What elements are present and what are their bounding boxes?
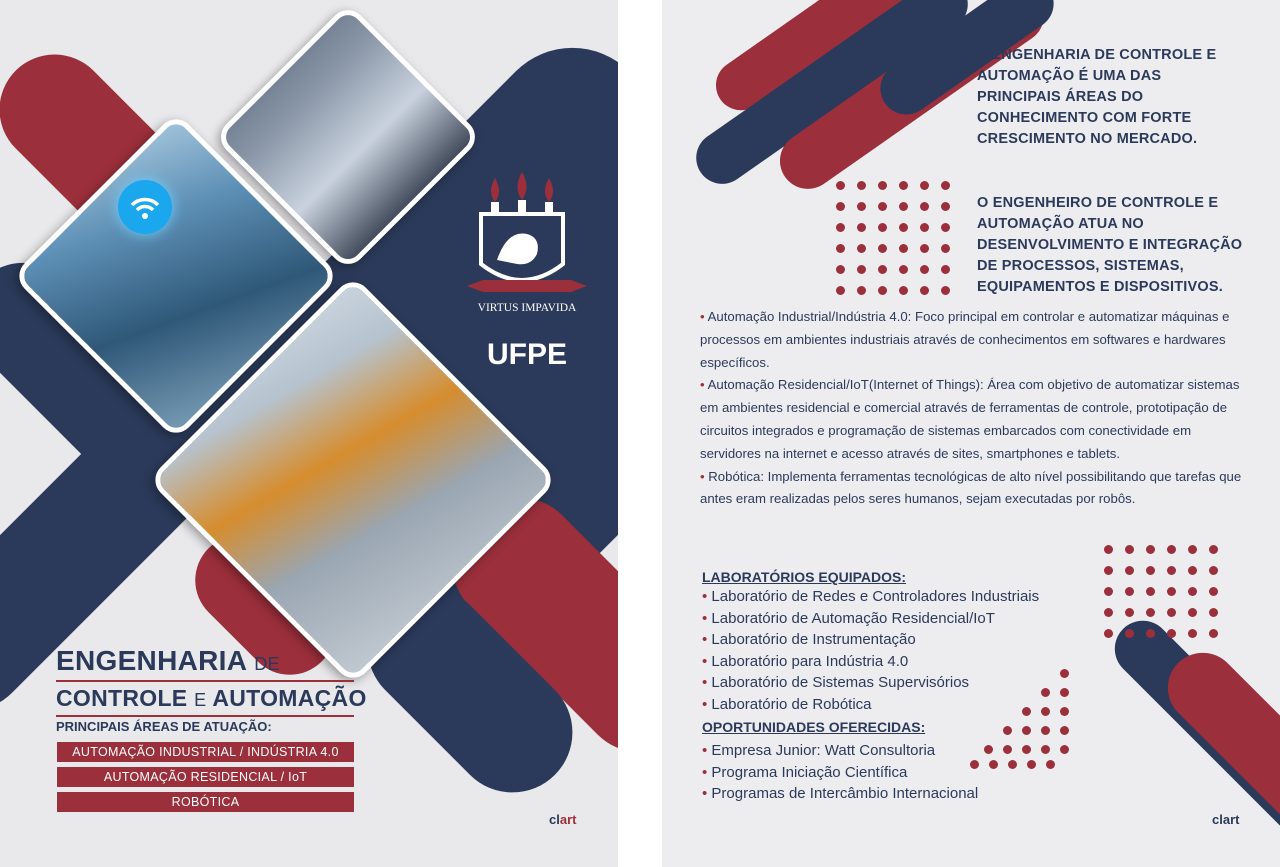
dot	[836, 244, 845, 253]
dot	[1022, 745, 1031, 754]
dot	[1104, 545, 1113, 554]
dot	[899, 286, 908, 295]
dot	[1209, 629, 1218, 638]
logo-motto: VIRTUS IMPAVIDA	[477, 302, 577, 314]
area-detail-item: • Automação Industrial/Indústria 4.0: Foco principal em controlar e automatizar máquinas e processos em ambientes industriais através de conhecimentos em softwares e hardwares específicos.	[700, 309, 1230, 370]
lab-item: • Laboratório de Redes e Controladores Industriais	[702, 586, 1039, 608]
dot	[1125, 566, 1134, 575]
dot	[857, 265, 866, 274]
lab-item: • Laboratório de Instrumentação	[702, 629, 1039, 651]
dot	[1167, 566, 1176, 575]
dot	[899, 244, 908, 253]
dot	[836, 181, 845, 190]
dot	[899, 181, 908, 190]
brand-part-b: art	[1222, 812, 1240, 827]
intro-paragraph: O ENGENHEIRO DE CONTROLE E AUTOMAÇÃO ATUA NO DESENVOLVIMENTO E INTEGRAÇÃO DE PROCESSOS, SISTEMAS, EQUIPAMENTOS E DISPOSITIVOS.	[977, 195, 1243, 295]
labs-list	[702, 586, 1039, 716]
ufpe-crest-icon	[467, 168, 587, 313]
dot	[920, 223, 929, 232]
title-word-controle: CONTROLE	[56, 685, 188, 711]
dot	[1060, 726, 1069, 735]
dot	[1060, 688, 1069, 697]
dot	[878, 223, 887, 232]
dot	[899, 223, 908, 232]
dot	[989, 760, 998, 769]
opportunity-item: • Programas de Intercâmbio Internacional	[702, 783, 978, 805]
dot	[941, 223, 950, 232]
opportunities-list	[702, 740, 978, 805]
dot	[920, 265, 929, 274]
dot	[1060, 669, 1069, 678]
area-tag: ROBÓTICA	[57, 792, 354, 812]
dot	[857, 223, 866, 232]
brand-logo	[549, 812, 576, 827]
dot	[857, 244, 866, 253]
dot	[1104, 587, 1113, 596]
dot	[970, 760, 979, 769]
dot	[1125, 545, 1134, 554]
dot	[1188, 545, 1197, 554]
dot	[1146, 545, 1155, 554]
title-divider	[56, 715, 354, 717]
dot	[941, 181, 950, 190]
dot	[1167, 587, 1176, 596]
dot	[1046, 760, 1055, 769]
dot	[1167, 545, 1176, 554]
labs-heading: LABORATÓRIOS EQUIPADOS:	[702, 569, 907, 585]
dot	[1060, 707, 1069, 716]
dot-pattern	[1104, 545, 1218, 638]
dot	[1209, 566, 1218, 575]
lab-item: • Laboratório para Indústria 4.0	[702, 651, 1039, 673]
dot	[1060, 745, 1069, 754]
dot	[1209, 545, 1218, 554]
opportunities-heading: OPORTUNIDADES OFERECIDAS:	[702, 719, 926, 735]
dot	[1022, 707, 1031, 716]
area-tag: AUTOMAÇÃO RESIDENCIAL / IoT	[57, 767, 354, 787]
dot	[878, 286, 887, 295]
dot	[941, 265, 950, 274]
dot-pattern	[836, 181, 950, 295]
opportunity-item: • Empresa Junior: Watt Consultoria	[702, 740, 978, 762]
dot	[878, 265, 887, 274]
dot	[1188, 608, 1197, 617]
brand-part-a: cl	[549, 812, 560, 827]
dot	[941, 244, 950, 253]
dot	[984, 745, 993, 754]
dot	[941, 286, 950, 295]
title-line-2	[56, 685, 367, 712]
dot	[1041, 745, 1050, 754]
dot	[1146, 629, 1155, 638]
dot	[920, 244, 929, 253]
dot	[1104, 566, 1113, 575]
dot	[1188, 587, 1197, 596]
dot	[836, 286, 845, 295]
dot	[857, 286, 866, 295]
areas-detail	[700, 306, 1248, 511]
dot	[1003, 745, 1012, 754]
area-tag: AUTOMAÇÃO INDUSTRIAL / INDÚSTRIA 4.0	[57, 742, 354, 762]
logo-name: UFPE	[486, 338, 567, 371]
dot	[1041, 688, 1050, 697]
dot	[899, 202, 908, 211]
dot	[1167, 629, 1176, 638]
dot	[1188, 629, 1197, 638]
wifi-icon	[118, 180, 172, 234]
dot	[1125, 587, 1134, 596]
title-word-engenharia: ENGENHARIA	[56, 645, 247, 676]
dot	[857, 181, 866, 190]
area-detail-text: Automação Industrial/Indústria 4.0: Foco principal em controlar e automatizar máquinas e processos em ambientes industriais através de conhecimentos em softwares e hardwares específicos.	[700, 309, 1230, 370]
intro-paragraph: A ENGENHARIA DE CONTROLE E AUTOMAÇÃO É UMA DAS PRINCIPAIS ÁREAS DO CONHECIMENTO COM FORTE CRESCIMENTO NO MERCADO.	[977, 47, 1217, 147]
area-detail-text: Automação Residencial/IoT(Internet of Things): Área com objetivo de automatizar sistemas em ambientes residencial e comercial através de ferramentas de controle, prototipação de circuitos integrados e programação de sistemas embarcados com conectividade em servidores na internet e acesso através de sites, smartphones e tablets.	[700, 377, 1240, 461]
dot	[1209, 608, 1218, 617]
lab-item: • Laboratório de Sistemas Supervisórios	[702, 672, 1039, 694]
title-word-automacao: AUTOMAÇÃO	[212, 685, 367, 711]
area-detail-item: • Robótica: Implementa ferramentas tecnológicas de alto nível possibilitando que tarefas que antes eram realizadas pelos seres humanos, sejam executadas por robôs.	[700, 468, 1242, 507]
area-detail-item: • Automação Residencial/IoT(Internet of Things): Área com objetivo de automatizar sistemas em ambientes residencial e comercial através de ferramentas de controle, prototipação de circuitos integrados e programação de sistemas embarcados com conectividade em servidores na internet e acesso através de sites, smartphones e tablets.	[700, 377, 1240, 461]
flyer-front-page	[0, 0, 618, 867]
dot	[941, 202, 950, 211]
dot	[878, 181, 887, 190]
dot	[1125, 629, 1134, 638]
dot	[920, 286, 929, 295]
brand-logo	[1212, 812, 1239, 827]
dot	[1041, 707, 1050, 716]
lab-item: • Laboratório de Robótica	[702, 694, 1039, 716]
title-word-de: DE	[254, 654, 280, 674]
dot	[1146, 566, 1155, 575]
dot	[1146, 587, 1155, 596]
dot	[1104, 629, 1113, 638]
dot	[857, 202, 866, 211]
areas-heading: PRINCIPAIS ÁREAS DE ATUAÇÃO:	[56, 719, 272, 734]
dot	[1167, 608, 1176, 617]
dot	[836, 265, 845, 274]
dot	[920, 181, 929, 190]
dot	[878, 244, 887, 253]
dot	[1022, 726, 1031, 735]
opportunity-item: • Programa Iniciação Científica	[702, 762, 978, 784]
brand-part-a: cl	[1212, 812, 1223, 827]
title-line-1	[56, 645, 280, 677]
dot	[1125, 608, 1134, 617]
title-divider	[56, 680, 354, 682]
dot	[1008, 760, 1017, 769]
dot	[1104, 608, 1113, 617]
dot	[1003, 726, 1012, 735]
dot	[1027, 760, 1036, 769]
dot	[899, 265, 908, 274]
brand-part-b: art	[559, 812, 577, 827]
title-word-e: E	[194, 690, 207, 710]
dot	[920, 202, 929, 211]
dot	[836, 223, 845, 232]
dot	[1146, 608, 1155, 617]
dot	[836, 202, 845, 211]
ufpe-logo	[467, 168, 587, 371]
dot	[878, 202, 887, 211]
area-detail-text: Robótica: Implementa ferramentas tecnológicas de alto nível possibilitando que tarefas que antes eram realizadas pelos seres humanos, sejam executadas por robôs.	[700, 468, 1242, 507]
dot	[1041, 726, 1050, 735]
lab-item: • Laboratório de Automação Residencial/IoT	[702, 608, 1039, 630]
dot	[1209, 587, 1218, 596]
dot	[1188, 566, 1197, 575]
